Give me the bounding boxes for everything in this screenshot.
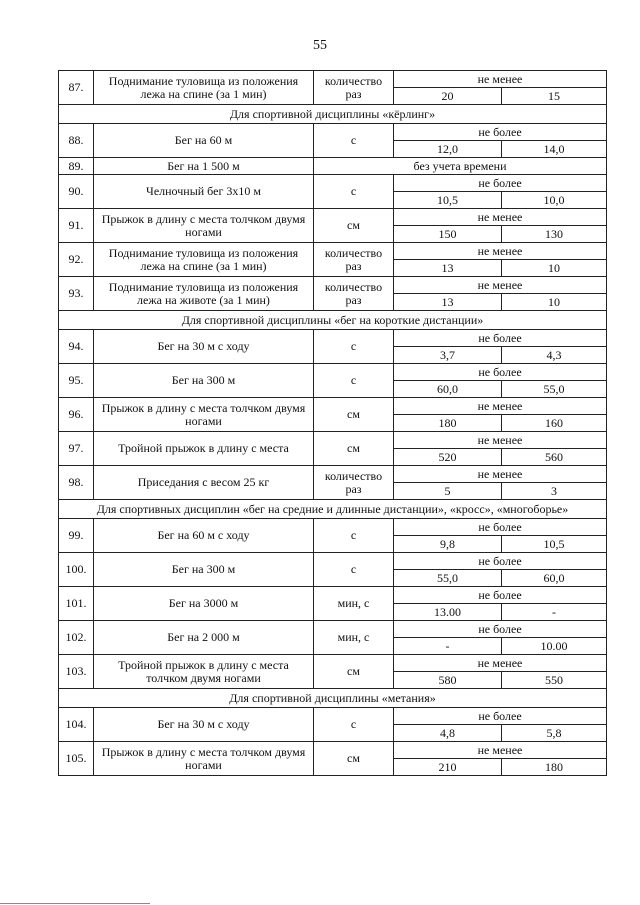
norm-condition: не более xyxy=(394,553,607,570)
table-row xyxy=(59,466,607,483)
norm-value-girls: 160 xyxy=(502,415,607,432)
row-number: 105. xyxy=(59,742,94,776)
norm-value-girls: 60,0 xyxy=(502,570,607,587)
table-row xyxy=(59,277,607,294)
table-row xyxy=(59,742,607,759)
norm-value-boys: 210 xyxy=(394,759,502,776)
exercise-name: Челночный бег 3х10 м xyxy=(94,175,314,209)
norm-value-girls: 10 xyxy=(502,260,607,277)
exercise-name: Бег на 3000 м xyxy=(94,587,314,621)
norm-value-girls: 550 xyxy=(502,672,607,689)
section-title: Для спортивной дисциплины «кёрлинг» xyxy=(59,105,607,124)
norm-value-boys: 3,7 xyxy=(394,347,502,364)
unit-of-measure: с xyxy=(314,124,394,158)
norm-value-boys: 180 xyxy=(394,415,502,432)
footnote-divider xyxy=(0,903,150,904)
unit-of-measure: количество раз xyxy=(314,466,394,500)
row-number: 91. xyxy=(59,209,94,243)
table-row xyxy=(59,124,607,141)
norm-value-girls: 14,0 xyxy=(502,141,607,158)
row-number: 99. xyxy=(59,519,94,553)
unit-of-measure: с xyxy=(314,708,394,742)
table-row xyxy=(59,175,607,192)
exercise-name: Бег на 2 000 м xyxy=(94,621,314,655)
norm-condition: не менее xyxy=(394,432,607,449)
norm-value-girls: 130 xyxy=(502,226,607,243)
row-number: 103. xyxy=(59,655,94,689)
norm-value-boys: 150 xyxy=(394,226,502,243)
exercise-name: Поднимание туловища из положения лежа на спине (за 1 мин) xyxy=(94,243,314,277)
row-number: 96. xyxy=(59,398,94,432)
norm-value-boys: 5 xyxy=(394,483,502,500)
exercise-name: Бег на 300 м xyxy=(94,364,314,398)
norm-condition: не более xyxy=(394,621,607,638)
norm-value-girls: 55,0 xyxy=(502,381,607,398)
table-row xyxy=(59,330,607,347)
exercise-name: Бег на 60 м с ходу xyxy=(94,519,314,553)
exercise-name: Бег на 30 м с ходу xyxy=(94,330,314,364)
table-row xyxy=(59,655,607,672)
norm-value-boys: 20 xyxy=(394,88,502,105)
page-number: 55 xyxy=(313,38,327,53)
norm-value-girls: 180 xyxy=(502,759,607,776)
norm-value-boys: 55,0 xyxy=(394,570,502,587)
table-row xyxy=(59,209,607,226)
unit-of-measure: см xyxy=(314,209,394,243)
norm-condition: не менее xyxy=(394,398,607,415)
table-row xyxy=(59,432,607,449)
section-header-row xyxy=(59,105,607,124)
norm-condition: не более xyxy=(394,519,607,536)
row-number: 104. xyxy=(59,708,94,742)
table-row xyxy=(59,708,607,725)
table-row xyxy=(59,243,607,260)
row-number: 93. xyxy=(59,277,94,311)
unit-of-measure: см xyxy=(314,432,394,466)
norm-value-boys: 12,0 xyxy=(394,141,502,158)
norm-value-boys: 13 xyxy=(394,294,502,311)
norm-value-girls: 4,3 xyxy=(502,347,607,364)
section-header-row xyxy=(59,500,607,519)
unit-of-measure: с xyxy=(314,364,394,398)
unit-of-measure: с xyxy=(314,175,394,209)
exercise-name: Прыжок в длину с места толчком двумя ногами xyxy=(94,398,314,432)
unit-of-measure: см xyxy=(314,655,394,689)
table-row xyxy=(59,71,607,88)
norm-value-boys: 10,5 xyxy=(394,192,502,209)
row-number: 89. xyxy=(59,158,94,175)
unit-of-measure: количество раз xyxy=(314,243,394,277)
row-number: 98. xyxy=(59,466,94,500)
table-row xyxy=(59,398,607,415)
section-title: Для спортивных дисциплин «бег на средние и длинные дистанции», «кросс», «многоборье» xyxy=(59,500,607,519)
norm-value-girls: 3 xyxy=(502,483,607,500)
norms-table xyxy=(58,70,607,776)
unit-of-measure: с xyxy=(314,553,394,587)
row-number: 100. xyxy=(59,553,94,587)
unit-of-measure: с xyxy=(314,519,394,553)
norm-value-boys: 4,8 xyxy=(394,725,502,742)
norm-value-girls: - xyxy=(502,604,607,621)
norm-note: без учета времени xyxy=(314,158,607,175)
norm-condition: не менее xyxy=(394,742,607,759)
unit-of-measure: количество раз xyxy=(314,71,394,105)
norm-condition: не более xyxy=(394,587,607,604)
row-number: 90. xyxy=(59,175,94,209)
norm-value-boys: 60,0 xyxy=(394,381,502,398)
norm-condition: не менее xyxy=(394,71,607,88)
exercise-name: Прыжок в длину с места толчком двумя ногами xyxy=(94,742,314,776)
table-row xyxy=(59,158,607,175)
row-number: 92. xyxy=(59,243,94,277)
exercise-name: Бег на 1 500 м xyxy=(94,158,314,175)
section-header-row xyxy=(59,689,607,708)
exercise-name: Бег на 30 м с ходу xyxy=(94,708,314,742)
exercise-name: Поднимание туловища из положения лежа на спине (за 1 мин) xyxy=(94,71,314,105)
exercise-name: Приседания с весом 25 кг xyxy=(94,466,314,500)
table-row xyxy=(59,587,607,604)
exercise-name: Тройной прыжок в длину с места толчком двумя ногами xyxy=(94,655,314,689)
row-number: 101. xyxy=(59,587,94,621)
norm-condition: не менее xyxy=(394,209,607,226)
norm-value-boys: 9,8 xyxy=(394,536,502,553)
row-number: 88. xyxy=(59,124,94,158)
norm-condition: не менее xyxy=(394,243,607,260)
table-row xyxy=(59,364,607,381)
table-row xyxy=(59,621,607,638)
section-title: Для спортивной дисциплины «метания» xyxy=(59,689,607,708)
exercise-name: Бег на 60 м xyxy=(94,124,314,158)
unit-of-measure: количество раз xyxy=(314,277,394,311)
section-title: Для спортивной дисциплины «бег на короткие дистанции» xyxy=(59,311,607,330)
row-number: 95. xyxy=(59,364,94,398)
unit-of-measure: см xyxy=(314,742,394,776)
row-number: 102. xyxy=(59,621,94,655)
norm-condition: не более xyxy=(394,364,607,381)
row-number: 94. xyxy=(59,330,94,364)
unit-of-measure: см xyxy=(314,398,394,432)
norm-condition: не более xyxy=(394,708,607,725)
row-number: 97. xyxy=(59,432,94,466)
exercise-name: Поднимание туловища из положения лежа на животе (за 1 мин) xyxy=(94,277,314,311)
norm-condition: не более xyxy=(394,124,607,141)
norm-value-boys: - xyxy=(394,638,502,655)
norm-value-girls: 10.00 xyxy=(502,638,607,655)
norm-value-girls: 10 xyxy=(502,294,607,311)
norm-condition: не более xyxy=(394,330,607,347)
norm-value-girls: 15 xyxy=(502,88,607,105)
exercise-name: Бег на 300 м xyxy=(94,553,314,587)
row-number: 87. xyxy=(59,71,94,105)
norm-value-boys: 580 xyxy=(394,672,502,689)
norm-value-girls: 10,5 xyxy=(502,536,607,553)
norm-condition: не менее xyxy=(394,277,607,294)
unit-of-measure: мин, с xyxy=(314,621,394,655)
unit-of-measure: мин, с xyxy=(314,587,394,621)
norm-value-girls: 10,0 xyxy=(502,192,607,209)
table-row xyxy=(59,519,607,536)
table-row xyxy=(59,553,607,570)
norm-condition: не более xyxy=(394,175,607,192)
unit-of-measure: с xyxy=(314,330,394,364)
norm-value-boys: 13.00 xyxy=(394,604,502,621)
section-header-row xyxy=(59,311,607,330)
exercise-name: Тройной прыжок в длину с места xyxy=(94,432,314,466)
exercise-name: Прыжок в длину с места толчком двумя ногами xyxy=(94,209,314,243)
norm-value-boys: 13 xyxy=(394,260,502,277)
norm-value-boys: 520 xyxy=(394,449,502,466)
norm-condition: не менее xyxy=(394,466,607,483)
norm-value-girls: 560 xyxy=(502,449,607,466)
norm-value-girls: 5,8 xyxy=(502,725,607,742)
norm-condition: не менее xyxy=(394,655,607,672)
